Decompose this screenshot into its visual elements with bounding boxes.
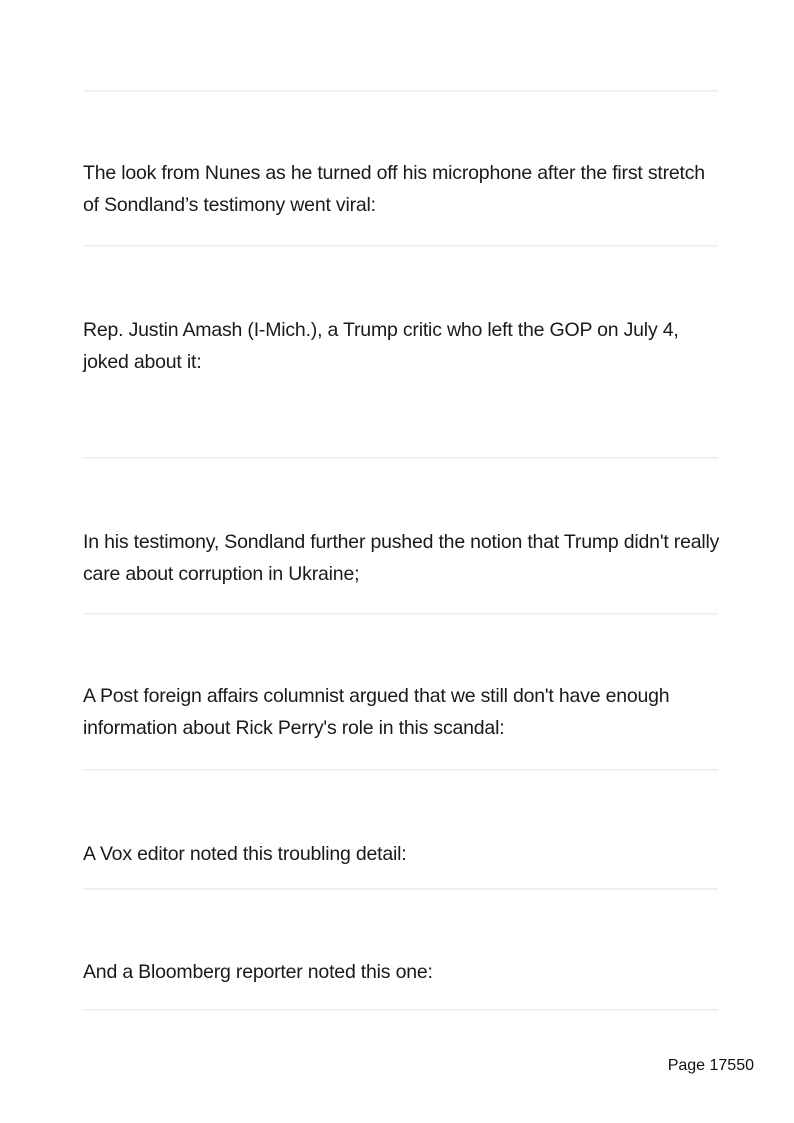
divider xyxy=(83,90,718,92)
paragraph-vox-editor: A Vox editor noted this troubling detail: xyxy=(83,843,407,865)
divider xyxy=(83,245,718,247)
divider xyxy=(83,888,718,890)
paragraph-amash: Rep. Justin Amash (I-Mich.), a Trump critic who left the GOP on July 4, joked about it: xyxy=(83,319,679,373)
divider xyxy=(83,613,718,615)
paragraph-post-columnist: A Post foreign affairs columnist argued that we still don't have enough information about Rick Perry's role in this scandal: xyxy=(83,685,670,739)
divider xyxy=(83,457,718,459)
divider xyxy=(83,1009,718,1011)
paragraph-sondland-testimony: In his testimony, Sondland further pushed the notion that Trump didn't really care about corruption in Ukraine; xyxy=(83,531,720,585)
divider xyxy=(83,769,718,771)
paragraph-nunes: The look from Nunes as he turned off his microphone after the first stretch of Sondland’s testimony went viral: xyxy=(83,162,705,216)
page-number: Page 17550 xyxy=(667,1057,754,1074)
paragraph-bloomberg-reporter: And a Bloomberg reporter noted this one: xyxy=(83,961,433,983)
